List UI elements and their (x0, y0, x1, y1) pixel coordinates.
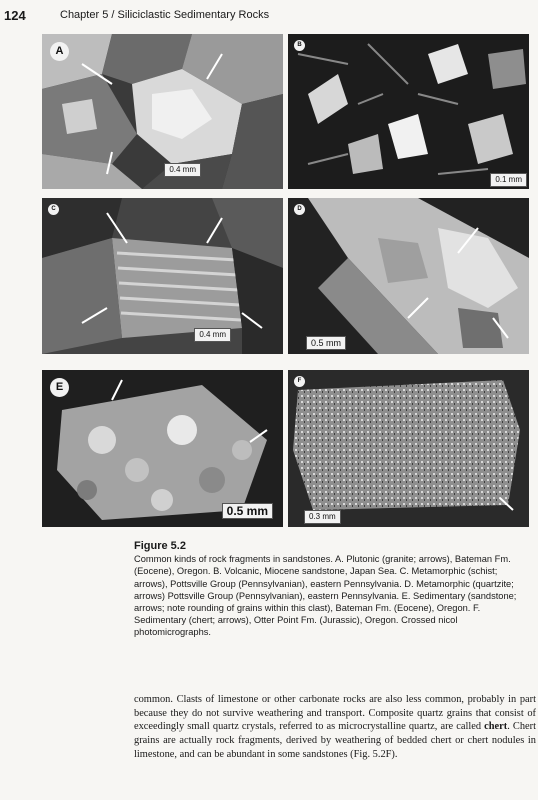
micrograph-f (288, 370, 529, 527)
page-header (4, 8, 528, 28)
photo-panel-e (42, 370, 283, 527)
page-number: 124 (4, 8, 26, 23)
panel-label-b: B (294, 40, 305, 51)
photo-panel-c (42, 198, 283, 354)
panel-label-d: D (294, 204, 305, 215)
body-text-part1: common. Clasts of limestone or other carbonate rocks are also less common, probably in part because they do not survive weathering and transport. Composite quartz grains that consist of exceedingly small quartz crystals, referred to as microcrystalline quartz, are called (134, 694, 536, 733)
figure-caption (134, 540, 530, 639)
photo-panel-b (288, 34, 529, 189)
photo-panel-f (288, 370, 529, 527)
caption-text: Common kinds of rock fragments in sandstones. A. Plutonic (granite; arrows), Bateman Fm. (Eocene), Oregon. B. Volcanic, Miocene sandstone, Japan Sea. C. Metamorphic (schist; arrows), Pottsville Group (Pennsylvanian), eastern Pennsylvania. D. Metamorphic (quartzite; arrows) Pottsville Group (Pennsylvanian), eastern Pennsylvania. E. Sedimentary (sandstone; arrows; note rounding of grains within this clast), Bateman Fm. (Eocene), Oregon. F. Sedimentary (chert; arrows), Otter Point Fm. (Jurassic), Oregon. Crossed nicol photomicrographs. (134, 554, 517, 638)
scale-bar-e: 0.5 mm (222, 503, 273, 519)
photo-panel-d (288, 198, 529, 354)
body-bold-term: chert (484, 721, 508, 733)
figure-title: Figure 5.2 (134, 540, 186, 552)
body-text-part2: . Chert grains are actually rock fragments, derived by weathering of bedded chert or chert nodules in limestone, and can be abundant in some sandstones (Fig. 5.2F). (134, 721, 536, 760)
scale-bar-c: 0.4 mm (194, 328, 231, 342)
scale-bar-a: 0.4 mm (164, 163, 201, 177)
panel-label-f: F (294, 376, 305, 387)
scale-bar-d: 0.5 mm (306, 336, 346, 350)
panel-label-a: A (50, 42, 69, 61)
scale-bar-f: 0.3 mm (304, 510, 341, 524)
micrograph-a (42, 34, 283, 189)
panel-label-c: C (48, 204, 59, 215)
scale-bar-b: 0.1 mm (490, 173, 527, 187)
micrograph-b (288, 34, 529, 189)
photo-panel-a (42, 34, 283, 189)
running-head: Chapter 5 / Siliciclastic Sedimentary Rocks (60, 9, 270, 21)
panel-label-e: E (50, 378, 69, 397)
micrograph-d (288, 198, 529, 354)
body-paragraph (134, 693, 536, 762)
micrograph-c (42, 198, 283, 354)
